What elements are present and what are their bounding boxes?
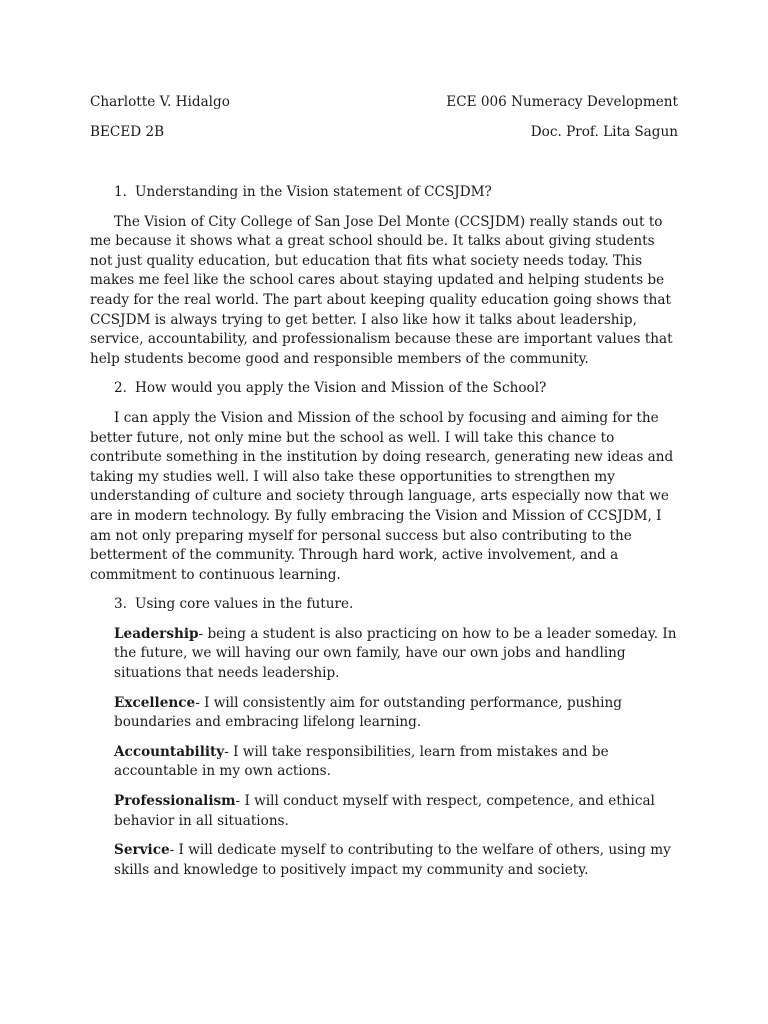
core-value-term: Leadership [114, 625, 199, 642]
instructor-name: Doc. Prof. Lita Sagun [530, 124, 678, 140]
question-text: How would you apply the Vision and Mission of the School? [135, 380, 547, 397]
question-text: Understanding in the Vision statement of CCSJDM? [135, 184, 492, 200]
question-number: 3. [114, 596, 127, 613]
core-value-text: - I will dedicate myself to contributing to the welfare of others, using my skills and knowledge to positively impact my community and society. [114, 842, 671, 878]
core-value-term: Accountability [114, 743, 225, 760]
core-value-service [114, 841, 678, 880]
student-name: Charlotte V. Hidalgo [90, 94, 230, 110]
question-text: Using core values in the future. [135, 596, 354, 613]
question-3 [90, 595, 678, 615]
answer-1: The Vision of City College of San Jose Del Monte (CCSJDM) really stands out to me because it shows what a great school should be. It talks about giving students not just quality education, but education that fits what society needs today. This makes me feel like the school cares about staying updated and helping students be ready for the real world. The part about keeping quality education going shows that CCSJDM is always trying to get better. I also like how it talks about leadership, service, accountability, and professionalism because these are important values that help students become good and responsible members of the community. [90, 213, 673, 367]
core-value-term: Service [114, 842, 170, 859]
core-value-text: - being a student is also practicing on how to be a leader someday. In the future, we will having our own family, have our own jobs and handling situations that needs leadership. [114, 625, 677, 682]
core-value-term: Professionalism [114, 793, 236, 810]
core-value-text: - I will consistently aim for outstanding performance, pushing boundaries and embracing lifelong learning. [114, 694, 622, 731]
core-value-leadership [114, 625, 678, 684]
header-row-1 [90, 93, 678, 113]
section-label: BECED 2B [90, 124, 165, 140]
core-value-term: Excellence [114, 694, 196, 711]
header-row-2 [90, 123, 678, 143]
question-2 [90, 379, 678, 399]
core-value-accountability [114, 743, 678, 782]
core-value-professionalism [114, 792, 678, 831]
question-number: 1. [114, 184, 127, 200]
answer-2: I can apply the Vision and Mission of the school by focusing and aiming for the better future, not only mine but the school as well. I will take this chance to contribute something in the institution by doing research, generating new ideas and taking my studies well. I will also take these opportunities to strengthen my understanding of culture and society through language, arts especially now that we are in modern technology. By fully embracing the Vision and Mission of CCSJDM, I am not only preparing myself for personal success but also contributing to the betterment of the community. Through hard work, active involvement, and a commitment to continuous learning. [90, 409, 674, 583]
core-value-text: - I will take responsibilities, learn from mistakes and be accountable in my own actions. [114, 743, 609, 780]
question-1 [90, 183, 678, 203]
document-body [90, 183, 678, 890]
course-title: ECE 006 Numeracy Development [446, 94, 678, 110]
question-number: 2. [114, 380, 127, 397]
core-value-excellence [114, 694, 678, 733]
core-value-text: - I will conduct myself with respect, competence, and ethical behavior in all situations. [114, 793, 655, 829]
